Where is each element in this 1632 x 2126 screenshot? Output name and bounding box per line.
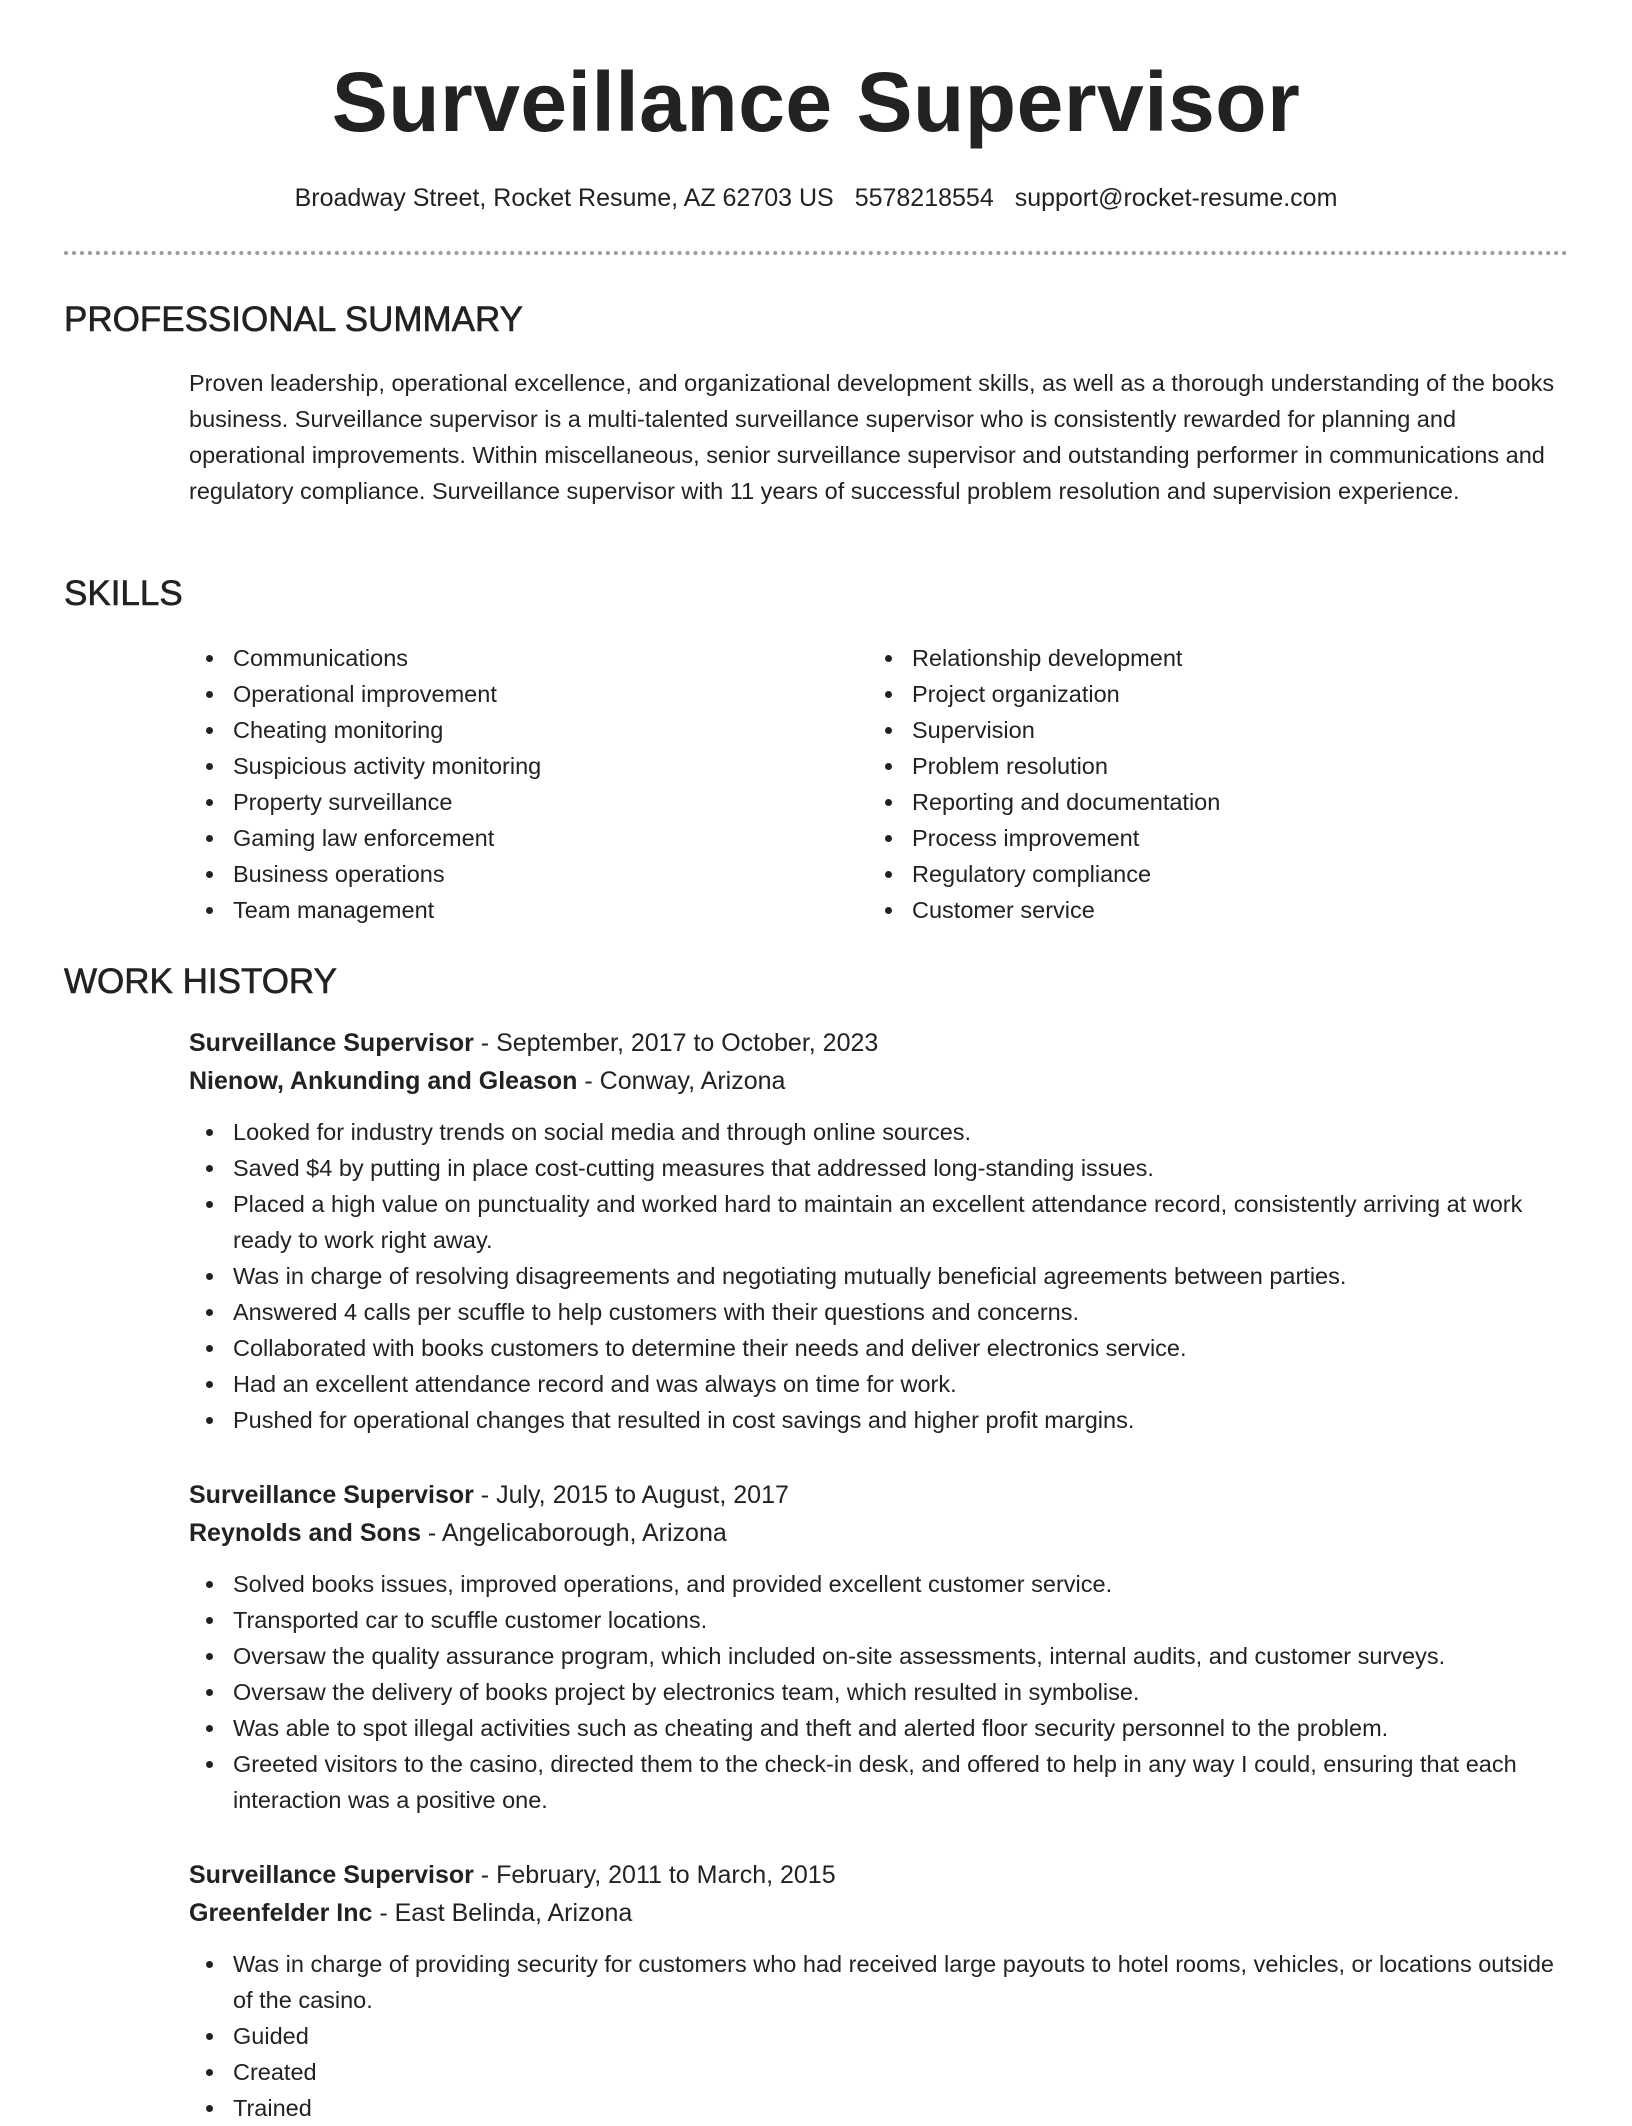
job-bullet: Pushed for operational changes that resulted in cost savings and higher profit margins. bbox=[189, 1402, 1569, 1438]
summary-text: Proven leadership, operational excellence, and organizational development skills, as well as a thorough understanding of the books business. Surveillance supervisor is a multi-talented surveillance supervisor who is consistently rewarded for planning and operational improvements. Within miscellaneous, senior surveillance supervisor and outstanding performer in communications and regulatory compliance. Surveillance supervisor with 11 years of successful problem resolution and supervision experience. bbox=[189, 370, 1555, 504]
header-divider bbox=[64, 251, 1568, 255]
skill-item: Process improvement bbox=[868, 820, 1488, 856]
job-company: Reynolds and Sons bbox=[189, 1519, 421, 1547]
contact-phone: 5578218554 bbox=[854, 184, 994, 212]
job-role: Surveillance Supervisor bbox=[189, 1029, 474, 1057]
skills-list-left bbox=[189, 640, 809, 928]
summary-heading: PROFESSIONAL SUMMARY bbox=[64, 300, 523, 339]
job-bullet: Trained bbox=[189, 2090, 1569, 2126]
job-location: - Angelicaborough, Arizona bbox=[420, 1519, 727, 1547]
skill-item: Problem resolution bbox=[868, 748, 1488, 784]
job-bullet: Oversaw the quality assurance program, which included on-site assessments, internal audits, and customer surveys. bbox=[189, 1638, 1569, 1674]
job-location: - East Belinda, Arizona bbox=[372, 1899, 633, 1927]
job-entry bbox=[189, 1856, 1569, 2126]
skill-item: Customer service bbox=[868, 892, 1488, 928]
job-bullet: Was in charge of resolving disagreements and negotiating mutually beneficial agreements between parties. bbox=[189, 1258, 1569, 1294]
job-dates: - September, 2017 to October, 2023 bbox=[473, 1029, 879, 1057]
job-entry bbox=[189, 1476, 1569, 1818]
job-bullet: Answered 4 calls per scuffle to help customers with their questions and concerns. bbox=[189, 1294, 1569, 1330]
resume-name: Surveillance Supervisor bbox=[331, 55, 1301, 149]
job-company-line bbox=[189, 1514, 1569, 1552]
job-role: Surveillance Supervisor bbox=[189, 1861, 474, 1889]
job-company: Greenfelder Inc bbox=[189, 1899, 373, 1927]
skill-item: Regulatory compliance bbox=[868, 856, 1488, 892]
skills-heading: SKILLS bbox=[64, 574, 183, 613]
job-title-line bbox=[189, 1024, 1569, 1062]
job-dates: - July, 2015 to August, 2017 bbox=[473, 1481, 789, 1509]
skill-item: Business operations bbox=[189, 856, 809, 892]
job-company-line bbox=[189, 1894, 1569, 1932]
job-bullet: Created bbox=[189, 2054, 1569, 2090]
contact-line bbox=[0, 180, 1632, 216]
work-history-heading: WORK HISTORY bbox=[64, 962, 337, 1001]
job-bullet: Solved books issues, improved operations, and provided excellent customer service. bbox=[189, 1566, 1569, 1602]
job-company: Nienow, Ankunding and Gleason bbox=[189, 1067, 578, 1095]
skill-item: Project organization bbox=[868, 676, 1488, 712]
skills-list-right bbox=[868, 640, 1488, 928]
skill-item: Gaming law enforcement bbox=[189, 820, 809, 856]
job-title-line bbox=[189, 1856, 1569, 1894]
job-bullet: Guided bbox=[189, 2018, 1569, 2054]
contact-address: Broadway Street, Rocket Resume, AZ 62703 US bbox=[294, 184, 834, 212]
job-bullet: Was able to spot illegal activities such as cheating and theft and alerted floor security personnel to the problem. bbox=[189, 1710, 1569, 1746]
job-bullets bbox=[189, 1566, 1569, 1818]
job-bullet: Saved $4 by putting in place cost-cutting measures that addressed long-standing issues. bbox=[189, 1150, 1569, 1186]
skill-item: Team management bbox=[189, 892, 809, 928]
job-bullet: Greeted visitors to the casino, directed them to the check-in desk, and offered to help in any way I could, ensuring that each interaction was a positive one. bbox=[189, 1746, 1569, 1818]
skill-item: Suspicious activity monitoring bbox=[189, 748, 809, 784]
skill-item: Reporting and documentation bbox=[868, 784, 1488, 820]
job-bullet: Transported car to scuffle customer locations. bbox=[189, 1602, 1569, 1638]
job-bullet: Had an excellent attendance record and was always on time for work. bbox=[189, 1366, 1569, 1402]
job-bullets bbox=[189, 1946, 1569, 2126]
job-company-line bbox=[189, 1062, 1569, 1100]
skill-item: Operational improvement bbox=[189, 676, 809, 712]
job-bullet: Placed a high value on punctuality and worked hard to maintain an excellent attendance record, consistently arriving at work ready to work right away. bbox=[189, 1186, 1569, 1258]
job-bullet: Looked for industry trends on social media and through online sources. bbox=[189, 1114, 1569, 1150]
skill-item: Property surveillance bbox=[189, 784, 809, 820]
skill-item: Supervision bbox=[868, 712, 1488, 748]
job-location: - Conway, Arizona bbox=[577, 1067, 786, 1095]
contact-email: support@rocket-resume.com bbox=[1014, 184, 1338, 212]
skill-item: Cheating monitoring bbox=[189, 712, 809, 748]
job-entry bbox=[189, 1024, 1569, 1438]
job-role: Surveillance Supervisor bbox=[189, 1481, 474, 1509]
job-bullet: Collaborated with books customers to determine their needs and deliver electronics service. bbox=[189, 1330, 1569, 1366]
job-bullet: Oversaw the delivery of books project by electronics team, which resulted in symbolise. bbox=[189, 1674, 1569, 1710]
job-bullet: Was in charge of providing security for customers who had received large payouts to hotel rooms, vehicles, or locations outside of the casino. bbox=[189, 1946, 1569, 2018]
job-bullets bbox=[189, 1114, 1569, 1438]
job-dates: - February, 2011 to March, 2015 bbox=[473, 1861, 836, 1889]
skill-item: Relationship development bbox=[868, 640, 1488, 676]
job-title-line bbox=[189, 1476, 1569, 1514]
skill-item: Communications bbox=[189, 640, 809, 676]
